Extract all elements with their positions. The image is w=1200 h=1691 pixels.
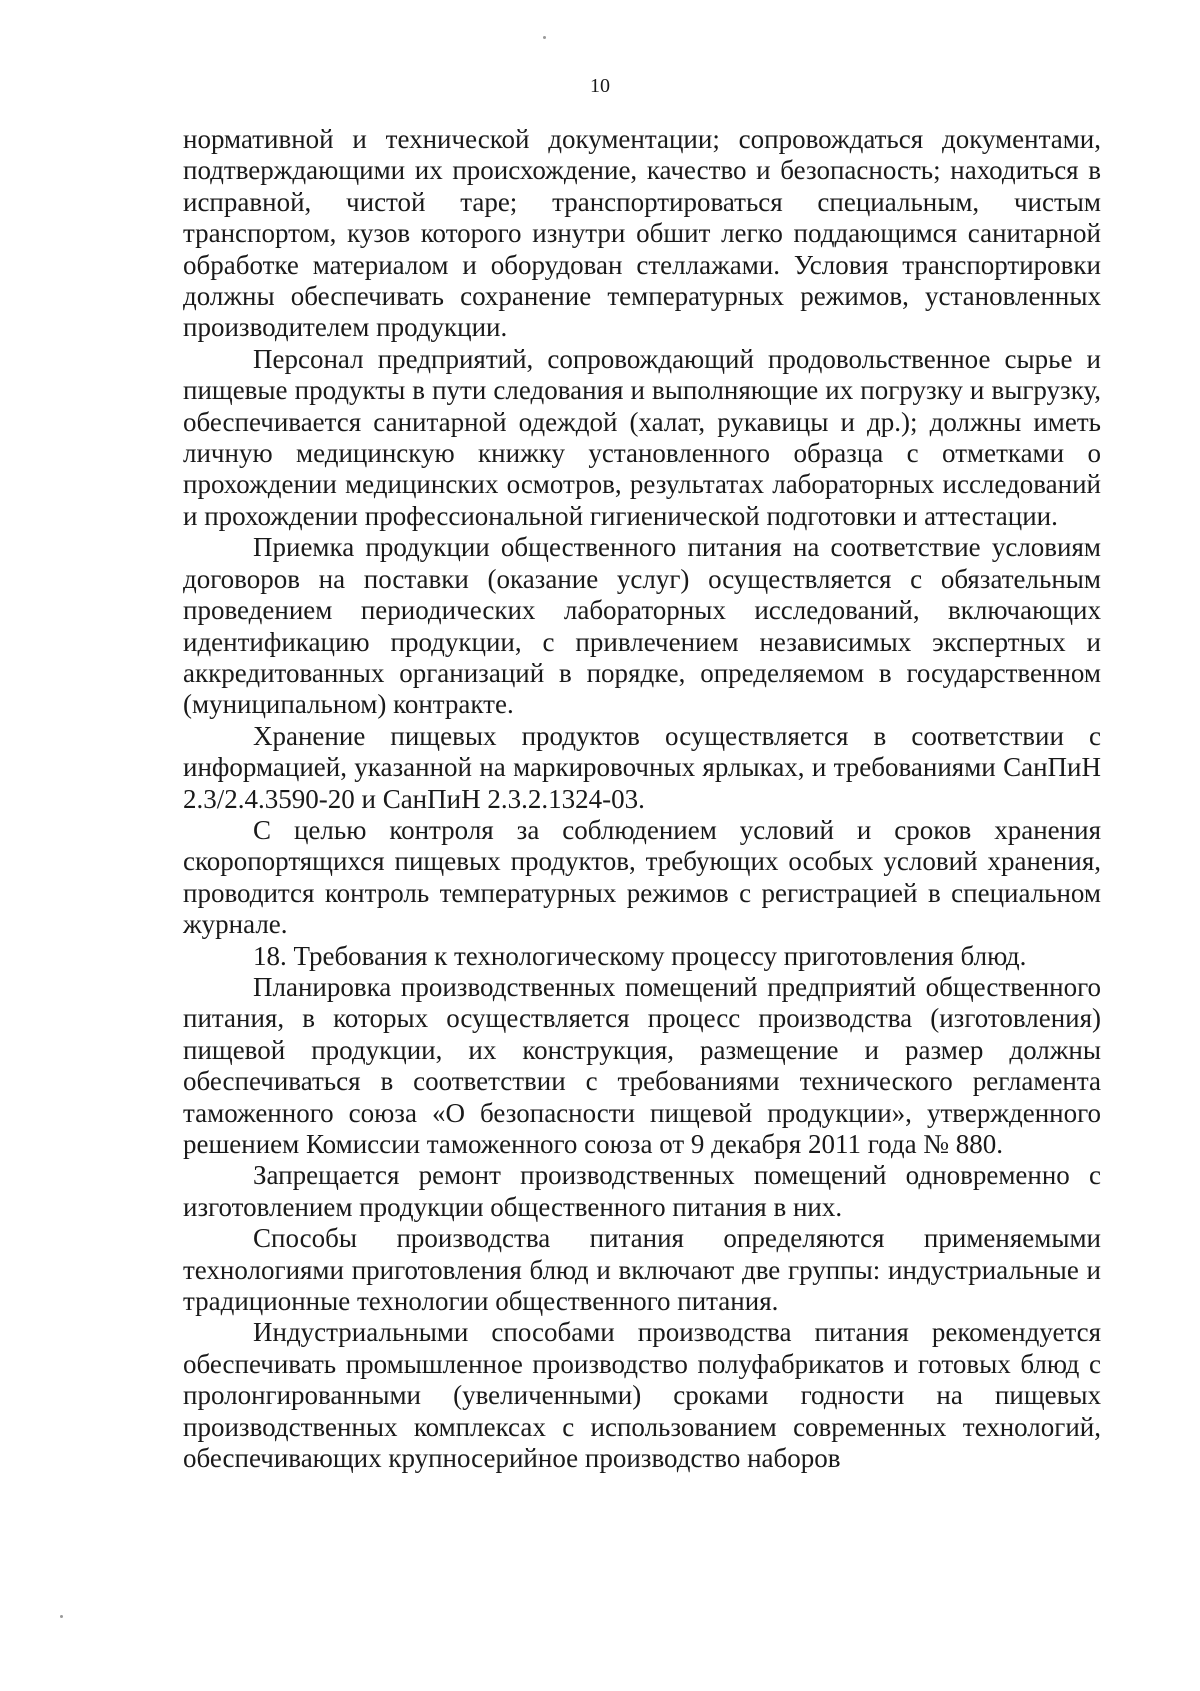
scan-artifact (60, 1615, 63, 1618)
paragraph: С целью контроля за соблюдением условий и сроков хранения скоропортящихся пищевых продуктов, требующих особых условий хранения, проводится контроль температурных режимов с регистрацией в специальном журнале. (183, 814, 1101, 940)
section-heading: 18. Требования к технологическому процессу приготовления блюд. (253, 940, 1027, 971)
page-number: 10 (590, 75, 610, 97)
paragraph: Хранение пищевых продуктов осуществляется в соответствии с информацией, указанной на маркировочных ярлыках, и требованиями СанПиН 2.3/2.4.3590-20 и СанПиН 2.3.2.1324-03. (183, 720, 1101, 814)
paragraph: Индустриальными способами производства питания рекомендуется обеспечивать промышленное производство полуфабрикатов и готовых блюд с пролонгированными (увеличенными) сроками годности на пищевых производственных комплексах с использованием современных технологий, обеспечивающих крупносерийное производство наборов (183, 1317, 1101, 1474)
scan-artifact (543, 36, 546, 39)
paragraph: Запрещается ремонт производственных помещений одновременно с изготовлением продукции общественного питания в них. (183, 1160, 1101, 1222)
document-body (183, 124, 1101, 1474)
paragraph: нормативной и технической документации; сопровождаться документами, подтверждающими их происхождение, качество и безопасность; находиться в исправной, чистой таре; транспортироваться специальным, чистым транспортом, кузов которого изнутри обшит легко поддающимся санитарной обработке материалом и оборудован стеллажами. Условия транспортировки должны обеспечивать сохранение температурных режимов, установленных производителем продукции. (183, 124, 1101, 343)
paragraph: Персонал предприятий, сопровождающий продовольственное сырье и пищевые продукты в пути следования и выполняющие их погрузку и выгрузку, обеспечивается санитарной одеждой (халат, рукавицы и др.); должны иметь личную медицинскую книжку установленного образца с отметками о прохождении медицинских осмотров, результатах лабораторных исследований и прохождении профессиональной гигиенической подготовки и аттестации. (183, 343, 1101, 531)
paragraph: Планировка производственных помещений предприятий общественного питания, в которых осуществляется процесс производства (изготовления) пищевой продукции, их конструкция, размещение и размер должны обеспечиваться в соответствии с требованиями технического регламента таможенного союза «О безопасности пищевой продукции», утвержденного решением Комиссии таможенного союза от 9 декабря 2011 года № 880. (183, 971, 1101, 1159)
paragraph: Способы производства питания определяются применяемыми технологиями приготовления блюд и включают две группы: индустриальные и традиционные технологии общественного питания. (183, 1223, 1101, 1317)
paragraph: Приемка продукции общественного питания на соответствие условиям договоров на поставки (оказание услуг) осуществляется с обязательным проведением периодических лабораторных исследований, включающих идентификацию продукции, с привлечением независимых экспертных и аккредитованных организаций в порядке, определяемом в государственном (муниципальном) контракте. (183, 532, 1101, 720)
